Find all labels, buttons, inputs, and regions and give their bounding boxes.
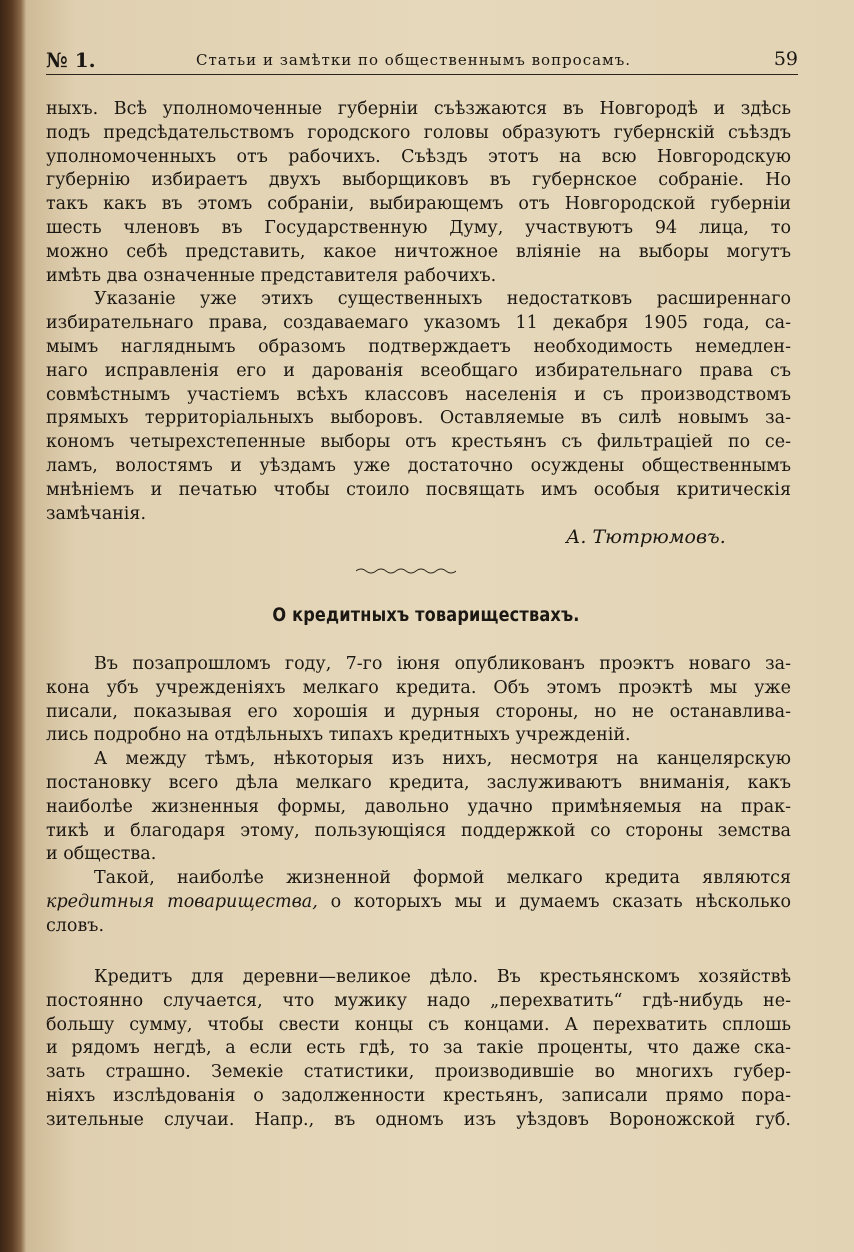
text-line: Кредитъ для деревни—великое дѣло. Въ крестьянскомъ хозяйствѣ bbox=[94, 967, 791, 987]
article2-intro bbox=[46, 653, 791, 939]
text-line: ніяхъ изслѣдованія о задолженности крестьянъ, записали прямо пора- bbox=[46, 1085, 791, 1106]
text-line: имѣть два означенные представителя рабочихъ. bbox=[46, 265, 497, 286]
text-line: постановку всего дѣла мелкаго кредита, заслуживаютъ вниманія, какъ bbox=[46, 772, 791, 793]
article1-body bbox=[46, 98, 791, 526]
text-line: постоянно случается, что мужику надо „перехватить“ гдѣ-нибудь не- bbox=[46, 990, 791, 1011]
text-line: наиболѣе жизненныя формы, давольно удачно примѣняемыя на прак- bbox=[46, 796, 791, 817]
text-line: мнѣніемъ и печатью чтобы стоило посвящать имъ особыя критическія bbox=[46, 479, 791, 500]
text-line: прямыхъ территоріальныхъ выборовъ. Оставляемые въ силѣ новымъ за- bbox=[46, 408, 791, 429]
text-line: избирательнаго права, создаваемаго указомъ 11 декабря 1905 года, са- bbox=[46, 313, 791, 334]
text-line: тикѣ и благодаря этому, пользующіяся поддержкой со стороны земства bbox=[46, 820, 791, 841]
text-line: ламъ, волостямъ и уѣздамъ уже достаточно осуждены общественнымъ bbox=[46, 455, 791, 476]
text-fragment: о которыхъ мы и думаемъ сказать нѣсколько bbox=[317, 891, 791, 912]
section-divider bbox=[356, 566, 456, 576]
text-line: словъ. bbox=[46, 915, 105, 936]
article-heading: О кредитныхъ товариществахъ. bbox=[272, 604, 580, 626]
text-line: кономъ четырехстепенные выборы отъ крестьянъ съ фильтраціей по се- bbox=[46, 432, 791, 453]
text-line: зительные случаи. Напр., въ одномъ изъ уѣздовъ Вороножской губ. bbox=[46, 1109, 791, 1130]
text-line: Указаніе уже этихъ существенныхъ недостатковъ расширеннаго bbox=[94, 289, 791, 310]
text-line: можно себѣ представить, какое ничтожное вліяніе на выборы могутъ bbox=[46, 241, 791, 262]
italic-term: кредитныя товарищества, bbox=[46, 891, 318, 912]
text-line: уполномоченныхъ отъ рабочихъ. Съѣздъ этотъ на всю Новгородскую bbox=[46, 146, 791, 167]
text-line: такъ какъ въ этомъ собраніи, выбирающемъ отъ Новгородской губерніи bbox=[46, 194, 791, 215]
text-line: наго исправленія его и дарованія всеобщаго избирательнаго права съ bbox=[46, 360, 791, 381]
page-number: 59 bbox=[773, 48, 798, 70]
text-line: зать страшно. Земекіе статистики, производившіе во многихъ губер- bbox=[46, 1062, 791, 1083]
text-line: Такой, наиболѣе жизненной формой мелкаго кредита являются bbox=[94, 868, 791, 889]
text-line: А между тѣмъ, нѣкоторыя изъ нихъ, несмотря на канцелярскую bbox=[94, 749, 791, 770]
article2-body bbox=[46, 966, 791, 1133]
text-line: кона убъ учрежденіяхъ мелкаго кредита. Объ этомъ проэктѣ мы уже bbox=[46, 677, 791, 698]
issue-number: № 1. bbox=[46, 48, 96, 72]
book-page bbox=[26, 0, 854, 1252]
text-line: шесть членовъ въ Государственную Думу, участвуютъ 94 лица, то bbox=[46, 217, 791, 238]
text-line: писали, показывая его хорошія и дурныя стороны, но не останавлива- bbox=[46, 701, 791, 722]
running-header bbox=[46, 48, 798, 75]
text-line: совмѣстнымъ участіемъ всѣхъ классовъ населенія и съ производствомъ bbox=[46, 384, 791, 405]
book-binding bbox=[0, 0, 26, 1252]
text-line: и общества. bbox=[46, 844, 157, 865]
text-line: лись подробно на отдѣльныхъ типахъ кредитныхъ учрежденій. bbox=[46, 725, 631, 746]
text-line bbox=[46, 891, 791, 915]
text-line: ныхъ. Всѣ уполномоченные губерніи съѣзжаются въ Новгородѣ и здѣсь bbox=[46, 99, 791, 119]
author-signature: А. Тютрюмовъ. bbox=[566, 526, 726, 548]
text-line: подъ предсѣдательствомъ городского головы образуютъ губернскій съѣздъ bbox=[46, 122, 791, 143]
text-line: губернію избираетъ двухъ выборщиковъ въ губернское собраніе. Но bbox=[46, 170, 791, 191]
running-title: Статьи и замѣтки по общественнымъ вопросамъ. bbox=[196, 51, 632, 69]
text-line: большу сумму, чтобы свести концы съ концами. А перехватить сплошь bbox=[46, 1014, 791, 1035]
text-line: и рядомъ негдѣ, а если есть гдѣ, то за такіе проценты, что даже ска- bbox=[46, 1038, 791, 1059]
text-line: Въ позапрошломъ году, 7-го іюня опубликованъ проэктъ новаго за- bbox=[94, 654, 791, 674]
text-line: замѣчанія. bbox=[46, 503, 147, 524]
text-line: мымъ нагляднымъ образомъ подтверждаетъ необходимость немедлен- bbox=[46, 336, 791, 357]
